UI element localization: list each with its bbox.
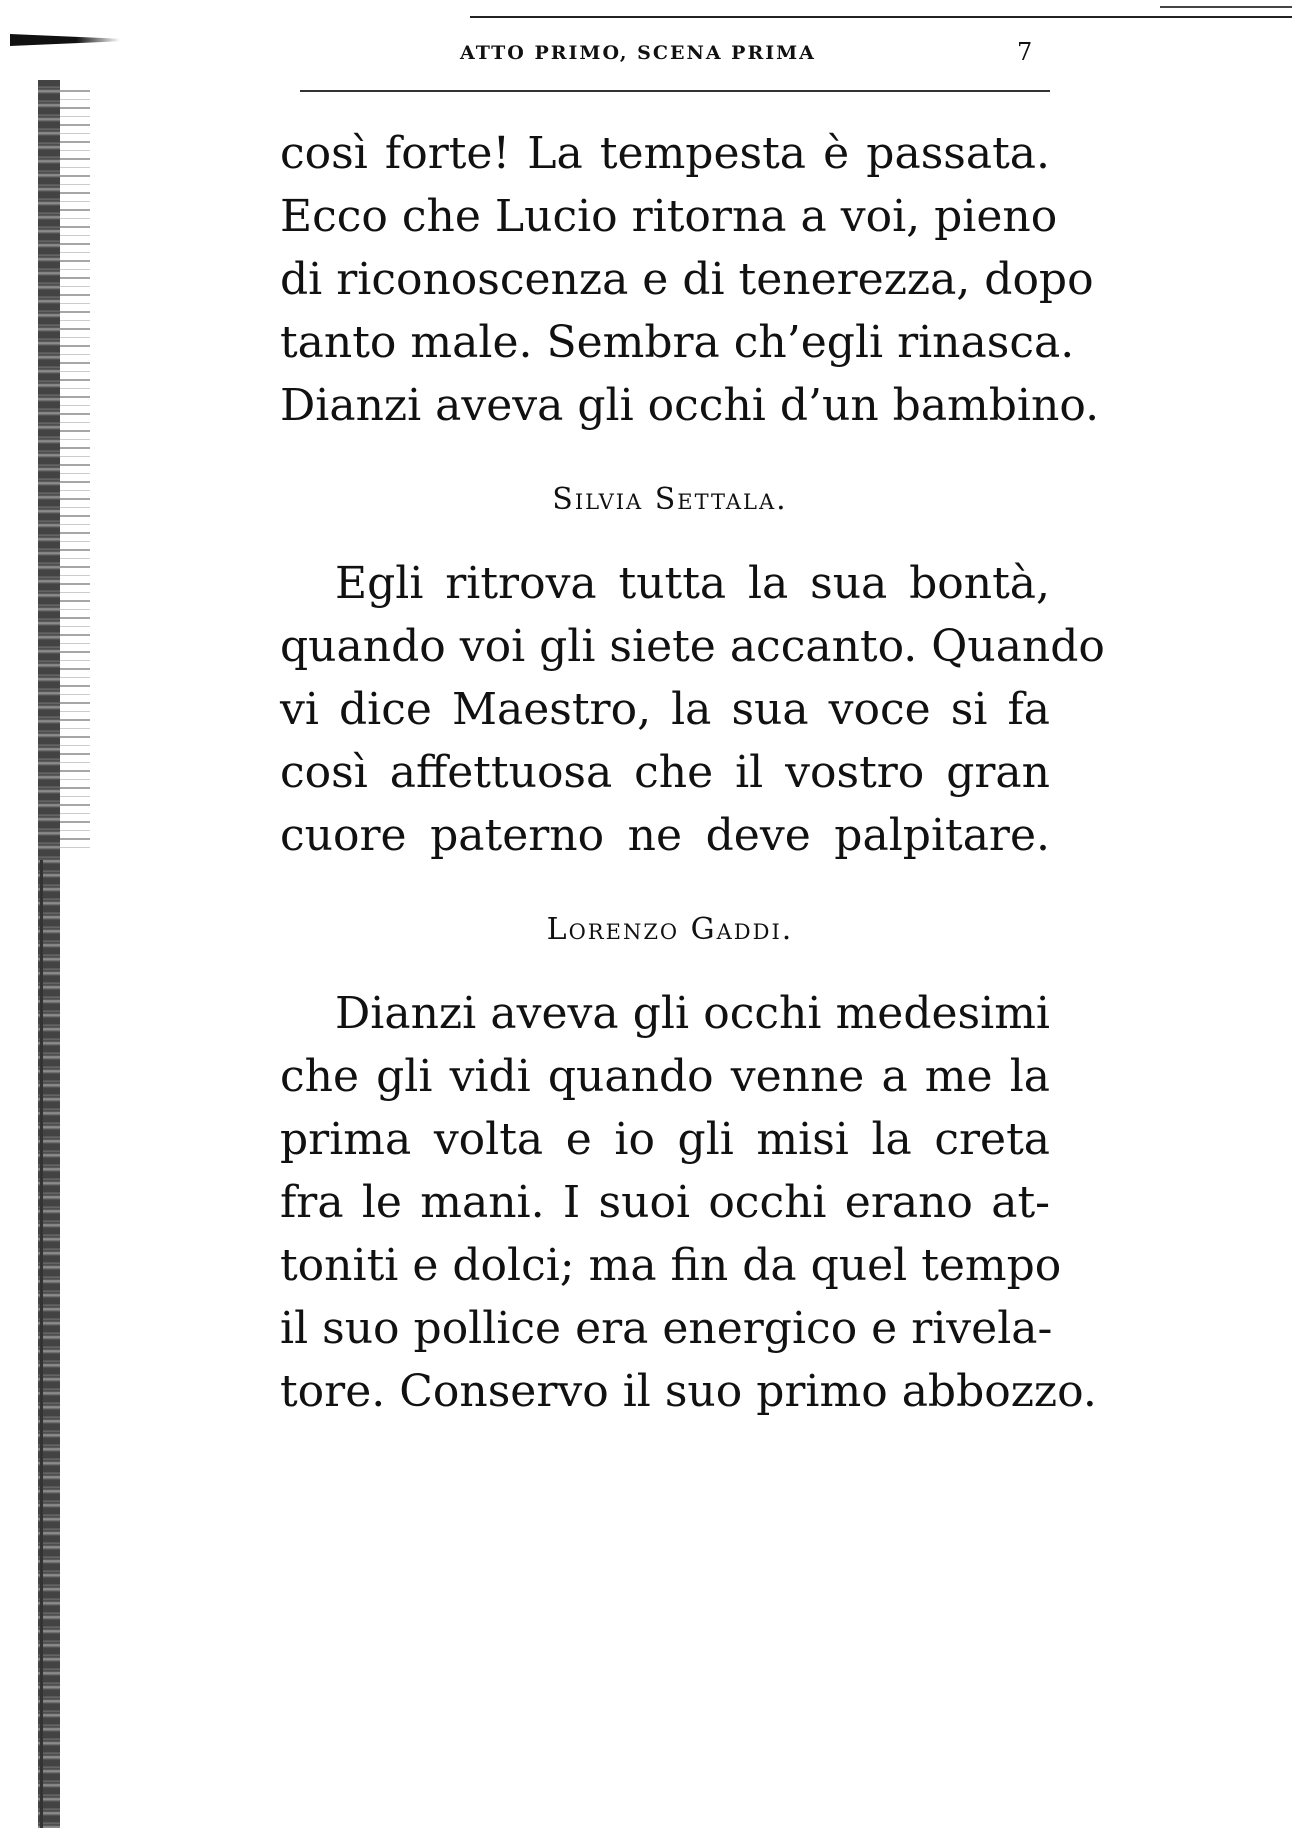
speaker-name-2: Lorenzo Gaddi. (546, 912, 794, 947)
text-line: Dianzi aveva gli occhi medesimi (335, 988, 1050, 1039)
text-line: Egli ritrova tutta la sua bontà, (335, 558, 1050, 609)
text-line: il suo pollice era energico e rivela- (280, 1303, 1053, 1354)
top-edge-rule (470, 16, 1292, 18)
page-edge (40, 860, 43, 1828)
scan-corner-mark (10, 34, 120, 46)
text-line: prima volta e io gli misi la creta (280, 1114, 1050, 1165)
running-head-rule (300, 90, 1050, 92)
text-line: Ecco che Lucio ritorna a voi, pieno (280, 191, 1058, 242)
text-line: quando voi gli siete accanto. Quando (280, 621, 1105, 672)
text-line: tanto male. Sembra ch’egli rinasca. (280, 317, 1075, 368)
text-line: cuore paterno ne deve palpitare. (280, 810, 1050, 861)
text-line: Dianzi aveva gli occhi d’un bambino. (280, 380, 1100, 431)
top-edge-rule-right (1160, 6, 1292, 8)
text-line: così forte! La tempesta è passata. (280, 128, 1050, 179)
text-line: fra le mani. I suoi occhi erano at- (280, 1177, 1050, 1228)
running-head-title: ATTO PRIMO, SCENA PRIMA (460, 42, 816, 64)
speech-block-2 (280, 552, 1105, 867)
speaker-name-1: Silvia Settala. (552, 482, 788, 517)
page-number: 7 (1017, 38, 1033, 66)
text-line: che gli vidi quando venne a me la (280, 1051, 1050, 1102)
running-head (280, 38, 1060, 78)
speech-block-1 (280, 122, 1100, 437)
text-line: di riconoscenza e di tenerezza, dopo (280, 254, 1094, 305)
speech-block-3 (280, 982, 1097, 1423)
text-line: tore. Conservo il suo primo abbozzo. (280, 1366, 1097, 1417)
text-line: così affettuosa che il vostro gran (280, 747, 1050, 798)
binding-speckle (60, 90, 90, 850)
text-line: toniti e dolci; ma fin da quel tempo (280, 1240, 1062, 1291)
text-line: vi dice Maestro, la sua voce si fa (280, 684, 1050, 735)
